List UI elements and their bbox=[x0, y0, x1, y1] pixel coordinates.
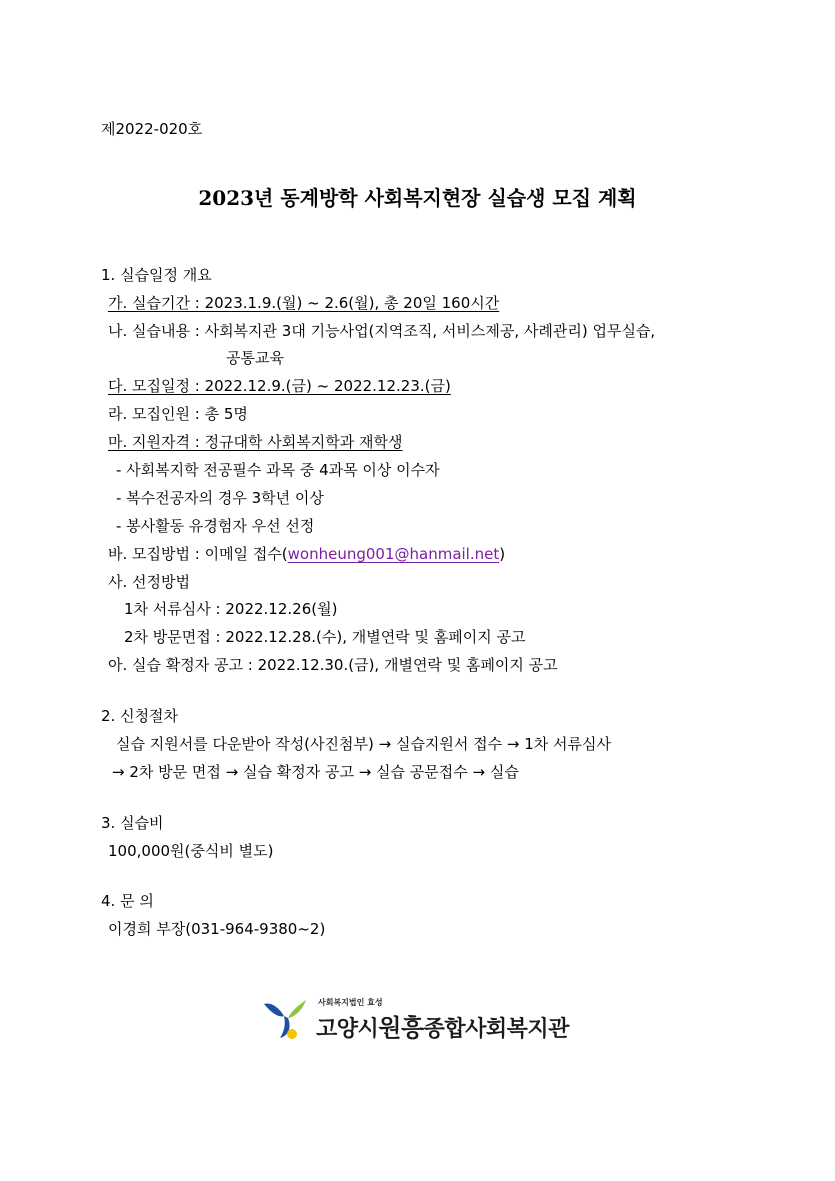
recruit-method-prefix: 바. 모집방법 : 이메일 접수( bbox=[108, 545, 288, 563]
recruit-method-suffix: ) bbox=[499, 545, 506, 563]
eligibility-sub2: - 복수전공자의 경우 3학년 이상 bbox=[116, 489, 324, 507]
final-announcement: 아. 실습 확정자 공고 : 2022.12.30.(금), 개별연락 및 홈페이지 공고 bbox=[108, 656, 558, 674]
logo-name bbox=[316, 1008, 569, 1043]
section3-heading: 3. 실습비 bbox=[101, 814, 164, 832]
schedule-content: 나. 실습내용 : 사회복지관 3대 기능사업(지역조직, 서비스제공, 사례관리) 업무실습, bbox=[108, 322, 656, 340]
procedure-line1: 실습 지원서를 다운받아 작성(사진첨부) → 실습지원서 접수 → 1차 서류심사 bbox=[116, 735, 612, 753]
contact-line: 이경희 부장(031-964-9380~2) bbox=[108, 920, 326, 938]
recruit-schedule: 다. 모집일정 : 2022.12.9.(금) ~ 2022.12.23.(금) bbox=[108, 377, 451, 395]
logo-name-prefix: 고양시 bbox=[316, 1017, 379, 1042]
selection-method: 사. 선정방법 bbox=[108, 573, 190, 591]
schedule-period: 가. 실습기간 : 2023.1.9.(월) ~ 2.6(월), 총 20일 160시간 bbox=[108, 294, 500, 312]
logo-name-brand: 원흥 bbox=[378, 1014, 424, 1042]
eligibility-sub3: - 봉사활동 유경험자 우선 선정 bbox=[116, 517, 315, 535]
org-logo bbox=[262, 996, 582, 1044]
logo-name-suffix: 종합사회복지관 bbox=[423, 1017, 569, 1042]
schedule-content-cont: 공통교육 bbox=[226, 349, 284, 367]
eligibility-sub1: - 사회복지학 전공필수 과목 중 4과목 이상 이수자 bbox=[116, 461, 440, 479]
selection-step1: 1차 서류심사 : 2022.12.26(월) bbox=[124, 600, 338, 618]
procedure-line2: → 2차 방문 면접 → 실습 확정자 공고 → 실습 공문접수 → 실습 bbox=[112, 763, 519, 781]
eligibility: 마. 지원자격 : 정규대학 사회복지학과 재학생 bbox=[108, 433, 403, 451]
selection-step2: 2차 방문면접 : 2022.12.28.(수), 개별연락 및 홈페이지 공고 bbox=[124, 628, 526, 646]
email-link[interactable]: wonheung001@hanmail.net bbox=[287, 545, 500, 563]
recruit-method bbox=[108, 544, 505, 564]
section2-heading: 2. 신청절차 bbox=[101, 707, 179, 725]
doc-title: 2023년 동계방학 사회복지현장 실습생 모집 계획 bbox=[198, 186, 637, 210]
logo-org-type: 사회복지법인 효성 bbox=[318, 998, 383, 1007]
section1-heading: 1. 실습일정 개요 bbox=[101, 266, 212, 284]
recruit-count: 라. 모집인원 : 총 5명 bbox=[108, 405, 248, 423]
section4-heading: 4. 문 의 bbox=[101, 892, 154, 910]
wonheung-logo-icon bbox=[262, 996, 308, 1042]
fee-line: 100,000원(중식비 별도) bbox=[108, 842, 274, 860]
doc-number: 제2022-020호 bbox=[101, 120, 203, 138]
